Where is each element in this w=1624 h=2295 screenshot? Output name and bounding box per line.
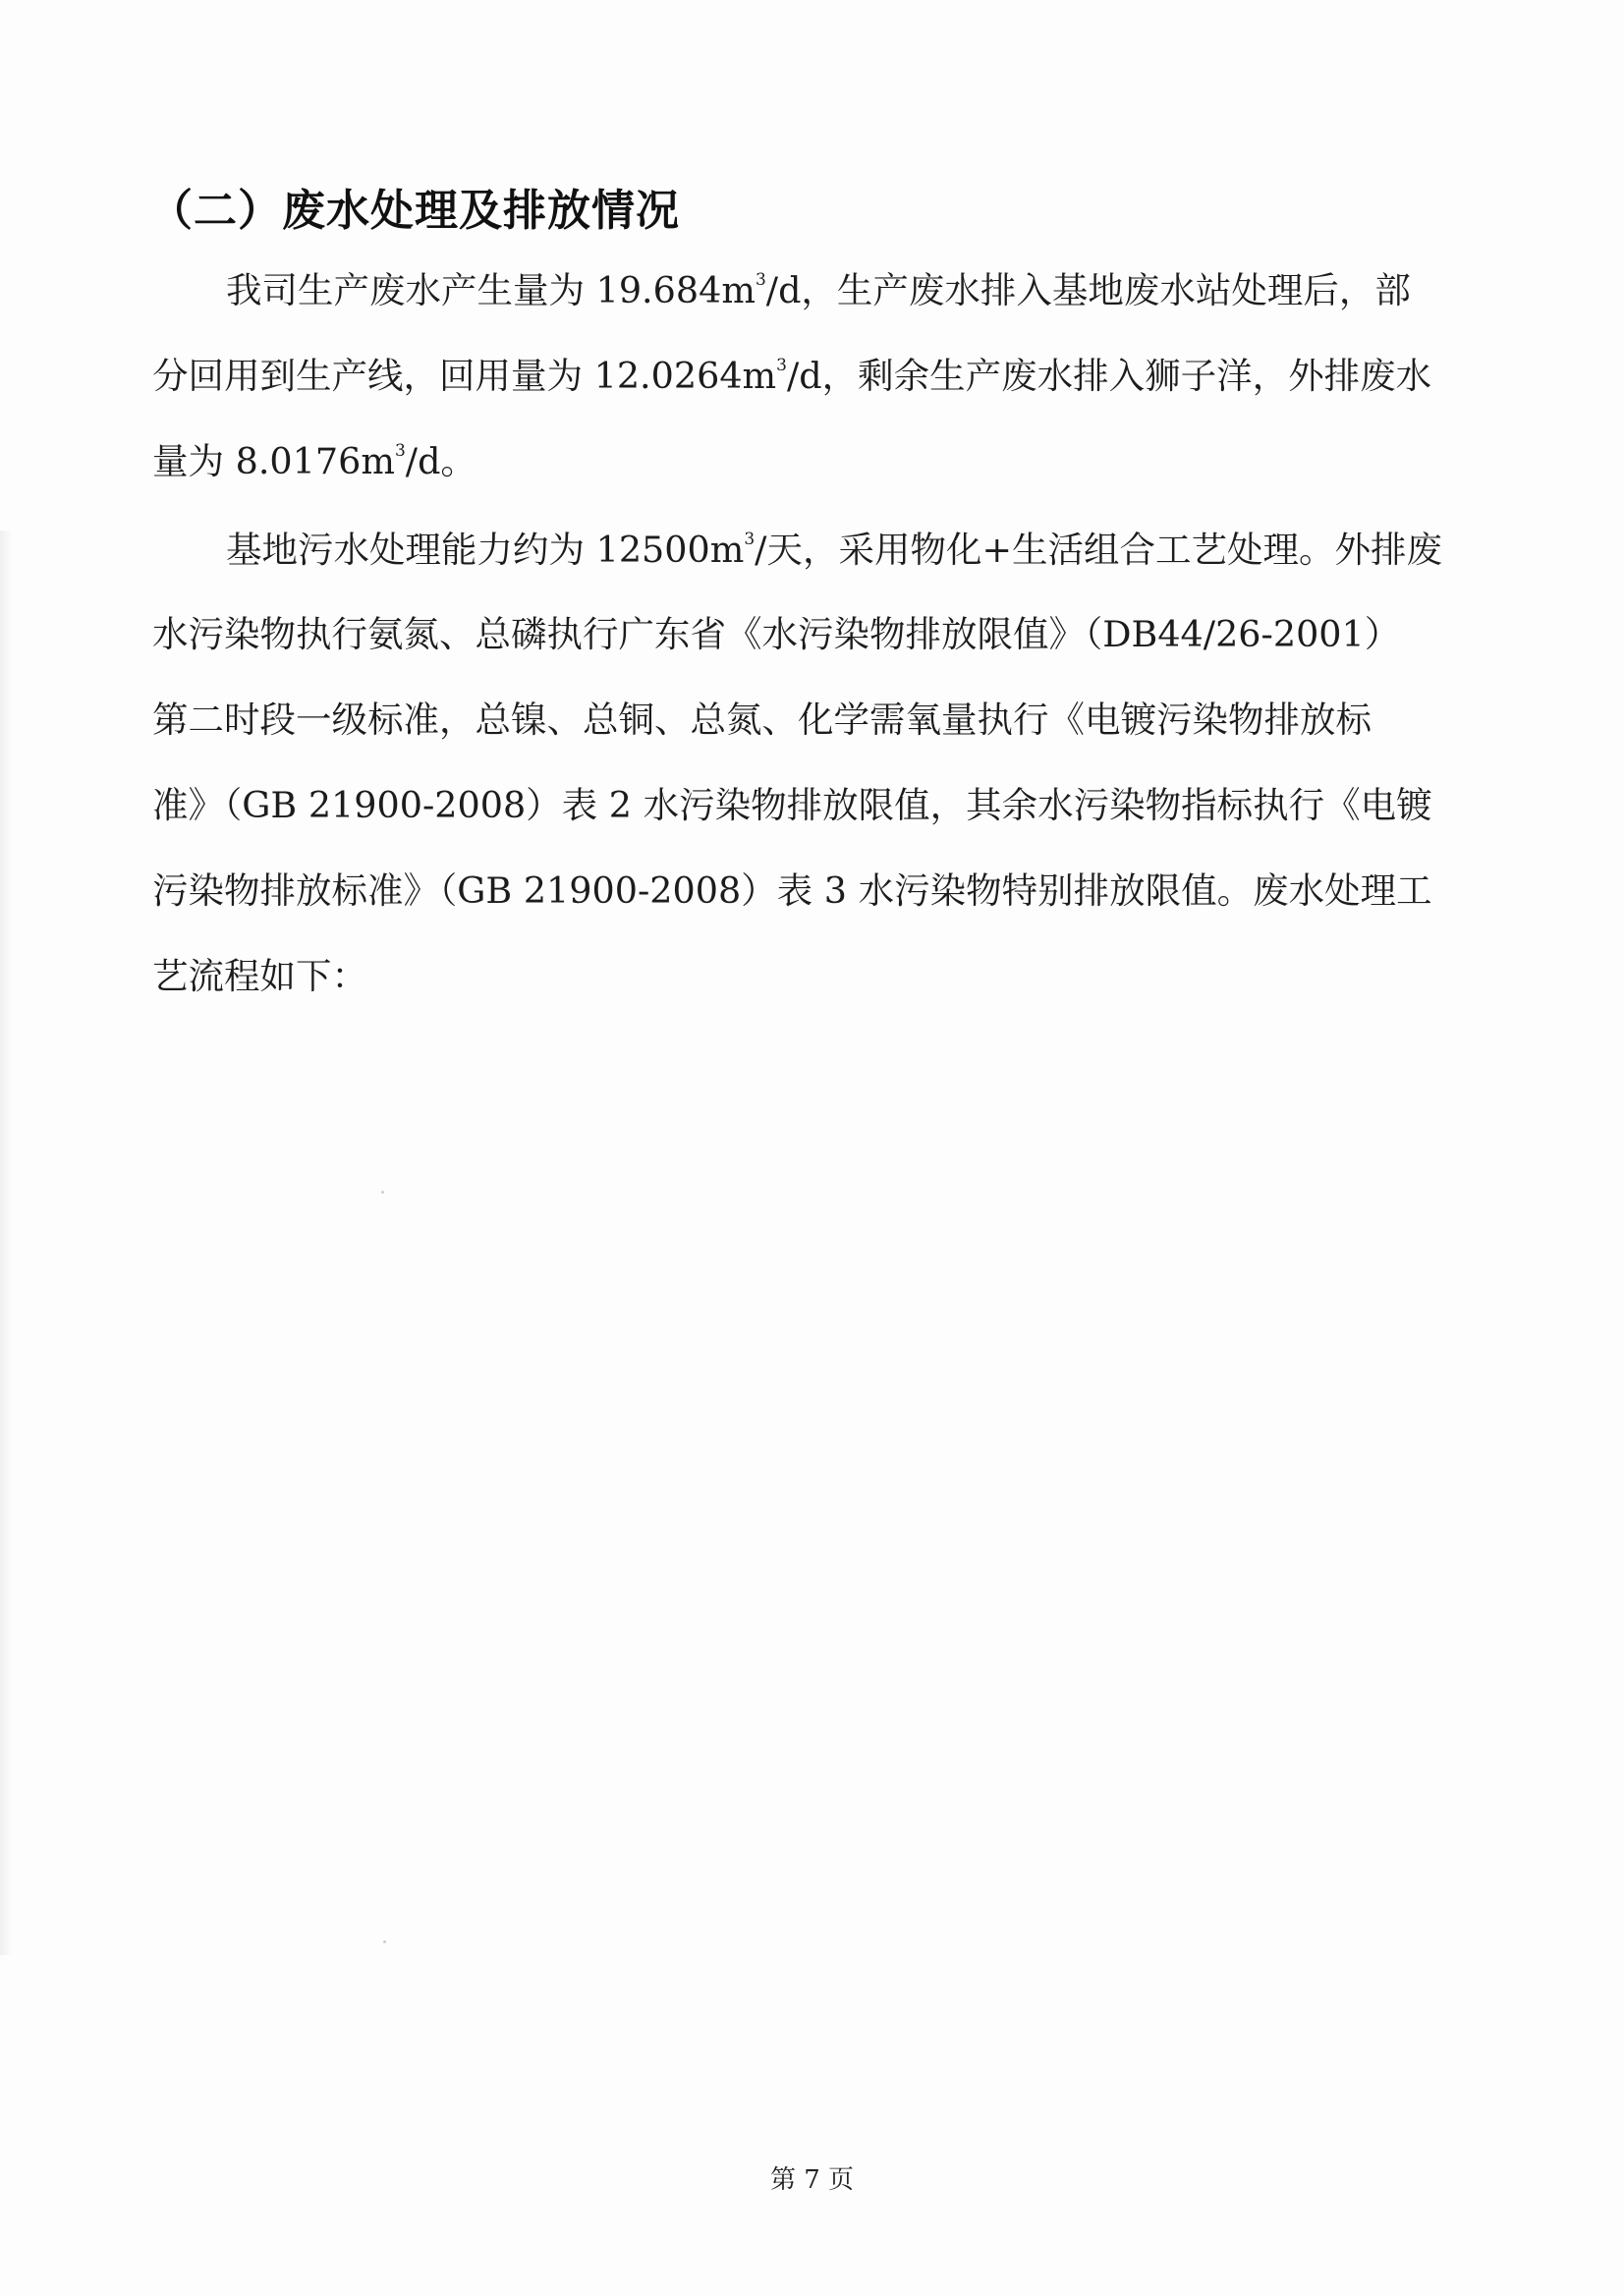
superscript: 3	[755, 270, 766, 290]
text-run: /d。	[405, 440, 476, 482]
text-run: 量为 8.0176m	[152, 440, 395, 482]
paragraph-1-line-1	[226, 269, 1411, 311]
paragraph-2-line-4: 准》（GB 21900-2008）表 2 水污染物排放限值，其余水污染物指标执行《电镀	[152, 784, 1432, 826]
scan-speck	[381, 1191, 384, 1194]
text-run: 基地污水处理能力约为 12500m	[226, 529, 745, 571]
paragraph-2-line-6: 艺流程如下：	[152, 955, 367, 997]
paragraph-2-line-5: 污染物排放标准》（GB 21900-2008）表 3 水污染物特别排放限值。废水处理工	[152, 869, 1432, 912]
superscript: 3	[394, 441, 406, 461]
section-heading: （二）废水处理及排放情况	[149, 186, 680, 236]
text-run: /d，生产废水排入基地废水站处理后，部	[765, 269, 1411, 311]
superscript: 3	[744, 530, 756, 549]
text-run: /d，剩余生产废水排入狮子洋，外排废水	[786, 355, 1432, 397]
page-number: 第 7 页	[769, 2165, 855, 2195]
scan-edge-shadow	[0, 531, 12, 1955]
text-run: 我司生产废水产生量为 19.684m	[226, 269, 756, 311]
text-run: /天，采用物化+生活组合工艺处理。外排废	[755, 529, 1443, 571]
paragraph-2-line-3: 第二时段一级标准，总镍、总铜、总氮、化学需氧量执行《电镀污染物排放标	[152, 699, 1372, 741]
paragraph-2-line-2: 水污染物执行氨氮、总磷执行广东省《水污染物排放限值》（DB44/26-2001）	[152, 613, 1401, 655]
scan-speck	[383, 1940, 386, 1943]
superscript: 3	[776, 356, 787, 375]
paragraph-1-line-3	[152, 440, 476, 482]
paragraph-1-line-2	[152, 355, 1432, 397]
paragraph-2-line-1	[226, 529, 1443, 571]
text-run: 分回用到生产线，回用量为 12.0264m	[152, 355, 777, 397]
